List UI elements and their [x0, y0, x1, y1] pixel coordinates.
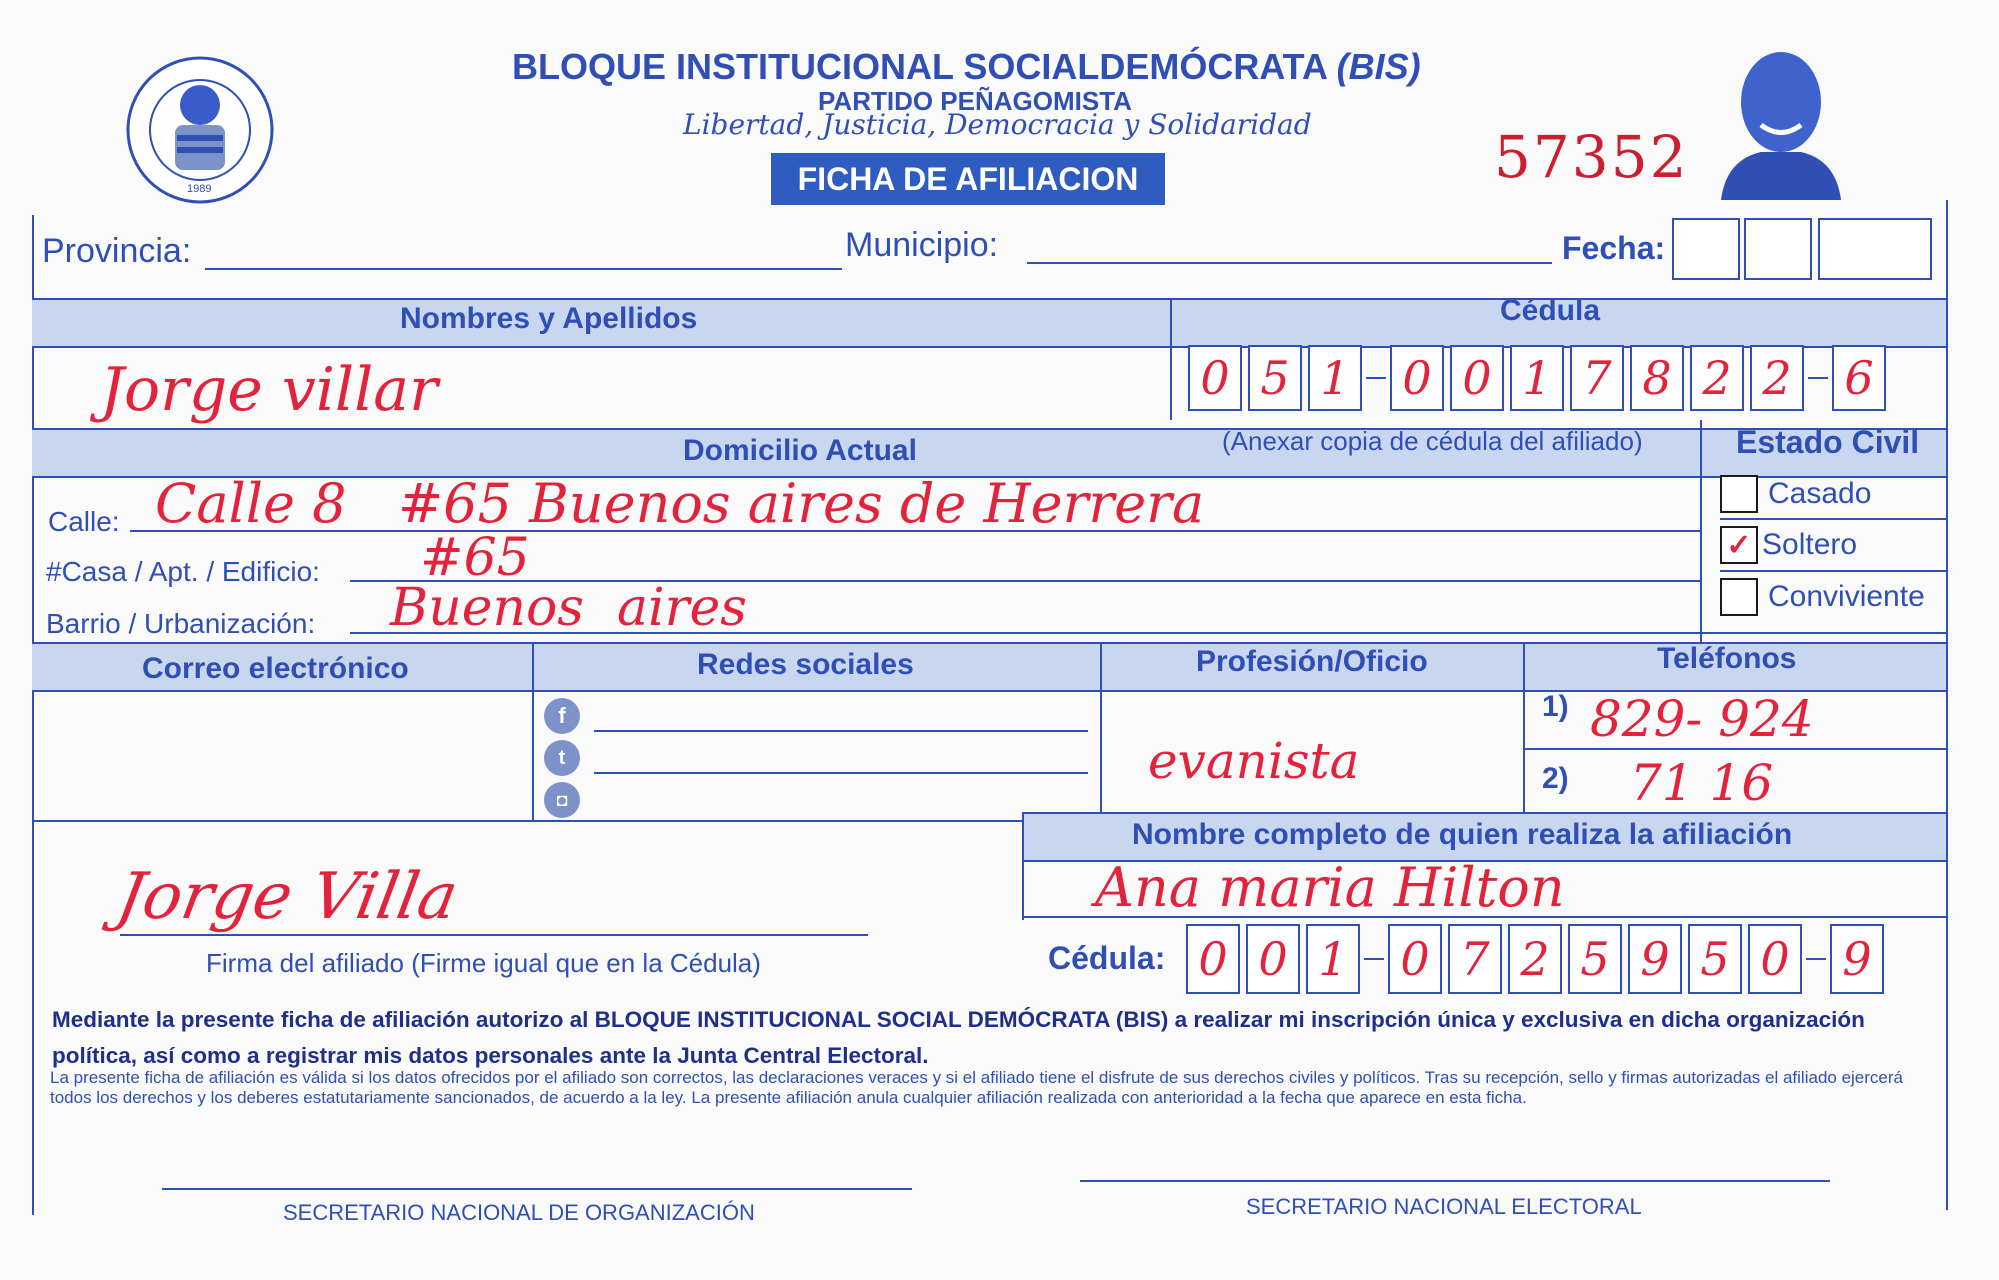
cedula-dash [1364, 958, 1384, 960]
sec-org-label: SECRETARIO NACIONAL DE ORGANIZACIÓN [283, 1200, 755, 1225]
municipio-label: Municipio: [845, 226, 999, 264]
afiliador-cedula-digit[interactable]: 5 [1688, 924, 1742, 994]
municipio-field[interactable] [1027, 262, 1552, 264]
form-title-text: FICHA DE AFILIACION [797, 160, 1139, 197]
afiliador-cedula-digit[interactable]: 9 [1830, 924, 1884, 994]
names-cedula-divider [1170, 298, 1172, 420]
signature-text: Jorge Villa [111, 860, 464, 934]
cedula-digit[interactable]: 6 [1832, 345, 1886, 411]
fecha-year-box[interactable] [1818, 218, 1932, 280]
facebook-icon: f [544, 698, 580, 734]
email-social-divider [532, 642, 534, 822]
afiliador-cedula-digit[interactable]: 0 [1748, 924, 1802, 994]
afiliador-cedula-digit[interactable]: 2 [1508, 924, 1562, 994]
legal-bold-text: Mediante la presente ficha de afiliación autorizo al BLOQUE INSTITUCIONAL SOCIAL DEMÓCRATA (BIS) a realizar mi inscripción única y exclusiva en dicha organización política, así como a registrar mis datos personales ante la Junta Central Electoral. [52, 1007, 1865, 1068]
option-casado[interactable] [1720, 470, 1946, 520]
cedula-boxes [1188, 345, 1886, 411]
phones-header: Teléfonos [1657, 642, 1797, 675]
afiliador-name[interactable]: Ana maria Hilton [1095, 856, 1565, 919]
instagram-icon: ◘ [544, 782, 580, 818]
names-header-bar [32, 298, 1946, 348]
afiliador-cedula-label: Cédula: [1048, 940, 1166, 976]
signature-caption: Firma del afiliado (Firme igual que en la Cédula) [206, 948, 761, 978]
afiliador-cedula-digit[interactable]: 0 [1186, 924, 1240, 994]
cedula-digit[interactable]: 7 [1570, 345, 1624, 411]
phone1-value[interactable]: 829- 924 [1590, 690, 1814, 748]
affiliate-signature [111, 860, 548, 960]
fecha-day-box[interactable] [1672, 218, 1740, 280]
form-title [771, 153, 1165, 205]
form-right-border [1946, 200, 1948, 1210]
afiliador-name-line [1022, 916, 1946, 918]
cedula-digit[interactable]: 5 [1248, 345, 1302, 411]
email-field[interactable] [36, 692, 530, 820]
estado-civil-options [1720, 470, 1946, 622]
option-soltero[interactable] [1720, 520, 1946, 572]
cedula-header: Cédula [1500, 294, 1601, 327]
calle-value[interactable]: Calle 8 #65 Buenos aires de Herrera [155, 472, 1205, 535]
cedula-dash [1808, 377, 1828, 379]
calle-label: Calle: [48, 506, 120, 537]
conviviente-label: Conviviente [1768, 580, 1925, 613]
phone2-value[interactable]: 71 16 [1630, 754, 1774, 812]
profession-phones-divider [1523, 642, 1525, 822]
party-name: PARTIDO PEÑAGOMISTA [818, 86, 1132, 116]
estado-civil-divider [1700, 420, 1702, 650]
soltero-checkbox[interactable] [1720, 526, 1758, 564]
phones-divider [1523, 748, 1946, 750]
afiliador-cedula-digit[interactable]: 0 [1246, 924, 1300, 994]
fecha-month-box[interactable] [1744, 218, 1812, 280]
profession-header: Profesión/Oficio [1196, 645, 1428, 678]
cedula-dash [1806, 958, 1826, 960]
serial-number: 57352 [1494, 123, 1689, 191]
estado-civil-header: Estado Civil [1736, 424, 1920, 460]
sec-elec-line [1080, 1180, 1830, 1182]
provincia-field[interactable] [205, 268, 842, 270]
soltero-label: Soltero [1762, 528, 1858, 561]
cedula-digit[interactable]: 0 [1188, 345, 1242, 411]
afiliador-cedula-digit[interactable]: 0 [1388, 924, 1442, 994]
afiliador-left-border [1022, 812, 1024, 920]
domicilio-note: (Anexar copia de cédula del afiliado) [1222, 426, 1643, 456]
social-profession-divider [1100, 642, 1102, 822]
afiliador-cedula-digit[interactable]: 7 [1448, 924, 1502, 994]
party-seal-logo [125, 55, 275, 205]
names-header: Nombres y Apellidos [400, 302, 698, 335]
domicilio-header-bar [32, 428, 1946, 478]
twitter-field[interactable] [594, 772, 1088, 774]
afiliador-cedula-digit[interactable]: 1 [1306, 924, 1360, 994]
phone2-label: 2) [1542, 762, 1569, 795]
cedula-digit[interactable]: 8 [1630, 345, 1684, 411]
afiliador-header: Nombre completo de quien realiza la afiliación [1132, 818, 1793, 851]
org-name [512, 46, 1421, 88]
casa-value[interactable]: #65 [420, 528, 530, 588]
signature-line [120, 934, 868, 936]
conviviente-checkbox[interactable] [1720, 578, 1758, 616]
cedula-dash [1366, 377, 1386, 379]
provincia-label: Provincia: [42, 232, 192, 270]
option-conviviente[interactable] [1720, 572, 1946, 622]
barrio-value[interactable]: Buenos aires [390, 578, 747, 638]
casado-label: Casado [1768, 477, 1872, 510]
names-value[interactable]: Jorge villar [100, 355, 438, 425]
fecha-label: Fecha: [1562, 230, 1666, 266]
org-abbr: (BIS) [1336, 46, 1421, 87]
cedula-digit[interactable]: 0 [1450, 345, 1504, 411]
profession-value[interactable]: evanista [1148, 732, 1360, 790]
afiliador-cedula-boxes [1186, 924, 1884, 994]
org-name-text: BLOQUE INSTITUCIONAL SOCIALDEMÓCRATA [512, 46, 1327, 87]
seal-year: 1989 [187, 183, 212, 195]
cedula-digit[interactable]: 0 [1390, 345, 1444, 411]
cedula-digit[interactable]: 2 [1750, 345, 1804, 411]
form-left-border [32, 215, 34, 1215]
cedula-digit[interactable]: 1 [1510, 345, 1564, 411]
social-header: Redes sociales [697, 648, 914, 681]
barrio-label: Barrio / Urbanización: [46, 608, 316, 639]
twitter-icon: t [544, 740, 580, 776]
cedula-digit[interactable]: 2 [1690, 345, 1744, 411]
afiliador-cedula-digit[interactable]: 5 [1568, 924, 1622, 994]
legal-small-text: La presente ficha de afiliación es válida si los datos ofrecidos por el afiliado son correctos, las declaraciones veraces y si el afiliado tiene el disfrute de sus derechos civiles y políticos. Tras su recepción, sello y firmas autorizadas el afiliado ejercerá todos los derechos y los deberes estatutariamente sancionados, de acuerdo a la ley. La presente afiliación anula cualquier afiliación realizada con anterioridad a la fecha que aparece en esta ficha. [50, 1068, 1903, 1107]
domicilio-header: Domicilio Actual [683, 434, 917, 467]
email-header: Correo electrónico [142, 652, 409, 685]
candidate-photo [1716, 40, 1846, 200]
sec-elec-label: SECRETARIO NACIONAL ELECTORAL [1246, 1194, 1642, 1219]
motto: Libertad, Justicia, Democracia y Solidaridad [683, 108, 1312, 141]
facebook-field[interactable] [594, 730, 1088, 732]
casa-label: #Casa / Apt. / Edificio: [46, 556, 320, 587]
casado-checkbox[interactable] [1720, 475, 1758, 513]
sec-org-line [162, 1188, 912, 1190]
cedula-digit[interactable]: 1 [1308, 345, 1362, 411]
checkmark-icon: ✓ [1726, 528, 1752, 562]
afiliador-cedula-digit[interactable]: 9 [1628, 924, 1682, 994]
phone1-label: 1) [1542, 690, 1569, 723]
